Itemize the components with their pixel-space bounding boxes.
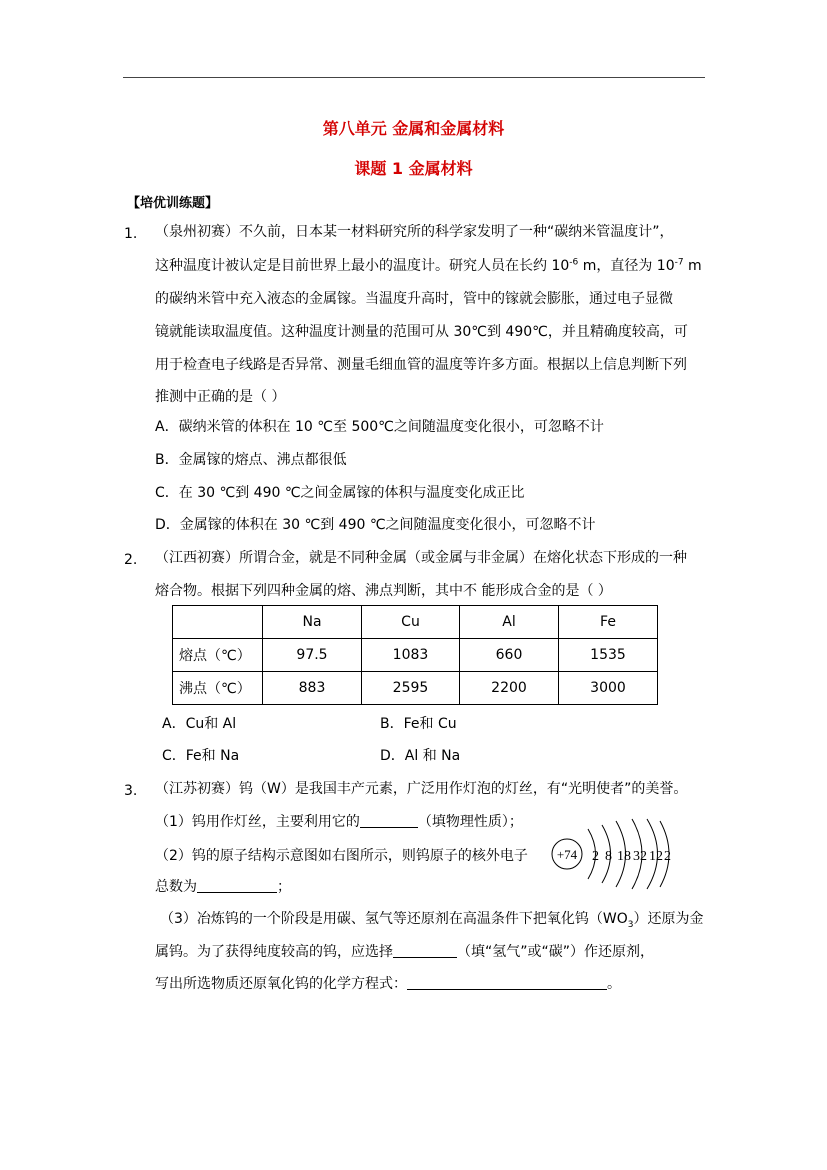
- question-1-line: （泉州初赛）不久前，日本某一材料研究所的科学家发明了一种“碳纳米管温度计”，: [155, 224, 674, 240]
- question-3-text: 写出所选物质还原氧化钨的化学方程式：: [155, 976, 407, 992]
- question-2-option-d: D．Al 和 Na: [380, 748, 461, 764]
- table-row-header: 沸点（℃）: [173, 672, 263, 705]
- question-3-text: ；: [277, 879, 291, 895]
- question-1-option-b: B．金属镓的熔点、沸点都很低: [155, 452, 347, 468]
- table-cell: 660: [460, 639, 559, 672]
- table-header-row: [173, 606, 658, 639]
- question-2-line: （江西初赛）所谓合金，就是不同种金属（或金属与非金属）在熔化状态下形成的一种: [155, 550, 687, 566]
- shell-electron-count: 8: [605, 849, 612, 864]
- question-3-part-3-equation: [155, 973, 621, 993]
- question-3-part-2: （2）钨的原子结构示意图如右图所示，则钨原子的核外电子: [155, 848, 528, 864]
- answer-blank[interactable]: [393, 943, 457, 958]
- question-2-line: 熔合物。根据下列四种金属的熔、沸点判断，其中不 能形成合金的是（ ）: [155, 583, 612, 599]
- question-3-text: 属钨。为了获得纯度较高的钨，应选择: [155, 944, 393, 960]
- exponent: -6: [569, 257, 579, 268]
- table-row-header: 熔点（℃）: [173, 639, 263, 672]
- question-2-option-a: A．Cu和 Al: [162, 716, 237, 732]
- header-rule: [123, 77, 705, 78]
- table-row: [173, 639, 658, 672]
- question-3-text: （填物理性质）；: [417, 814, 523, 830]
- question-3-intro: （江苏初赛）钨（W）是我国丰产元素，广泛用作灯泡的灯丝，有“光明使者”的美誉。: [155, 781, 688, 797]
- nucleus-charge: +74: [556, 847, 578, 862]
- answer-blank[interactable]: [197, 878, 277, 893]
- section-label: 【培优训练题】: [127, 196, 219, 211]
- question-1-line: 推测中正确的是（ ）: [155, 389, 286, 405]
- question-3-text: （1）钨用作灯丝，主要利用它的: [155, 814, 360, 830]
- shell-electron-count: 2: [592, 849, 599, 864]
- question-3-number: 3.: [124, 783, 138, 799]
- shell-electron-count: 2: [664, 849, 671, 864]
- question-1-line: 用于检查电子线路是否异常、测量毛细血管的温度等许多方面。根据以上信息判断下列: [155, 357, 687, 373]
- table-cell: 1535: [559, 639, 658, 672]
- question-3-text: ）还原为金: [633, 911, 704, 927]
- table-header-cell: Al: [460, 606, 559, 639]
- question-1-text: 这种温度计被认定是目前世界上最小的温度计。研究人员在长约 10: [155, 258, 570, 274]
- answer-blank[interactable]: [407, 975, 607, 990]
- table-cell: [173, 606, 263, 639]
- lesson-title: 课题 1 金属材料: [354, 159, 473, 178]
- exponent: -7: [674, 257, 684, 268]
- question-3-text: （填“氢气”或“碳”）作还原剂，: [457, 944, 655, 960]
- table-cell: 1083: [362, 639, 460, 672]
- table-cell: 3000: [559, 672, 658, 705]
- question-1-option-a: A．碳纳米管的体积在 10 ℃至 500℃之间随温度变化很小，可忽略不计: [155, 419, 604, 435]
- table-cell: 2200: [460, 672, 559, 705]
- tungsten-atom-diagram: [548, 815, 678, 893]
- question-2-option-c: C．Fe和 Na: [162, 748, 240, 764]
- question-3-part-2-cont: [155, 876, 291, 896]
- question-2-option-b: B．Fe和 Cu: [380, 716, 457, 732]
- question-1-option-d: D．金属镓的体积在 30 ℃到 490 ℃之间随温度变化很小，可忽略不计: [155, 517, 596, 533]
- question-2-number: 2.: [124, 552, 138, 568]
- question-3-part-1: [155, 811, 523, 831]
- shell-electron-count: 18: [617, 849, 631, 864]
- melting-boiling-table: [172, 605, 658, 705]
- question-3-text: 。: [607, 976, 621, 992]
- question-1-line: 的碳纳米管中充入液态的金属镓。当温度升高时，管中的镓就会膨胀，通过电子显微: [155, 291, 673, 307]
- question-3-text: 总数为: [155, 879, 197, 895]
- table-cell: 883: [263, 672, 362, 705]
- question-3-part-3: [160, 908, 704, 930]
- table-cell: 97.5: [263, 639, 362, 672]
- unit-title: 第八单元 金属和金属材料: [322, 119, 505, 138]
- question-1-number: 1.: [124, 226, 138, 242]
- answer-blank[interactable]: [360, 813, 418, 828]
- table-header-cell: Na: [263, 606, 362, 639]
- table-header-cell: Fe: [559, 606, 658, 639]
- question-1-text: m，直径为 10: [578, 258, 675, 274]
- table-cell: 2595: [362, 672, 460, 705]
- question-3-text: （3）冶炼钨的一个阶段是用碳、氢气等还原剂在高温条件下把氧化钨（WO: [160, 911, 628, 927]
- shell-electron-count: 12: [649, 849, 663, 864]
- subscript: 3: [627, 919, 634, 930]
- question-1-line: [155, 255, 702, 275]
- question-1-option-c: C．在 30 ℃到 490 ℃之间金属镓的体积与温度变化成正比: [155, 485, 525, 501]
- table-header-cell: Cu: [362, 606, 460, 639]
- table-row: [173, 672, 658, 705]
- question-3-part-3-cont: [155, 941, 654, 961]
- question-1-line: 镜就能读取温度值。这种温度计测量的范围可从 30℃到 490℃，并且精确度较高，可: [155, 324, 688, 340]
- shell-electron-count: 32: [633, 849, 647, 864]
- question-1-text: m: [683, 258, 702, 274]
